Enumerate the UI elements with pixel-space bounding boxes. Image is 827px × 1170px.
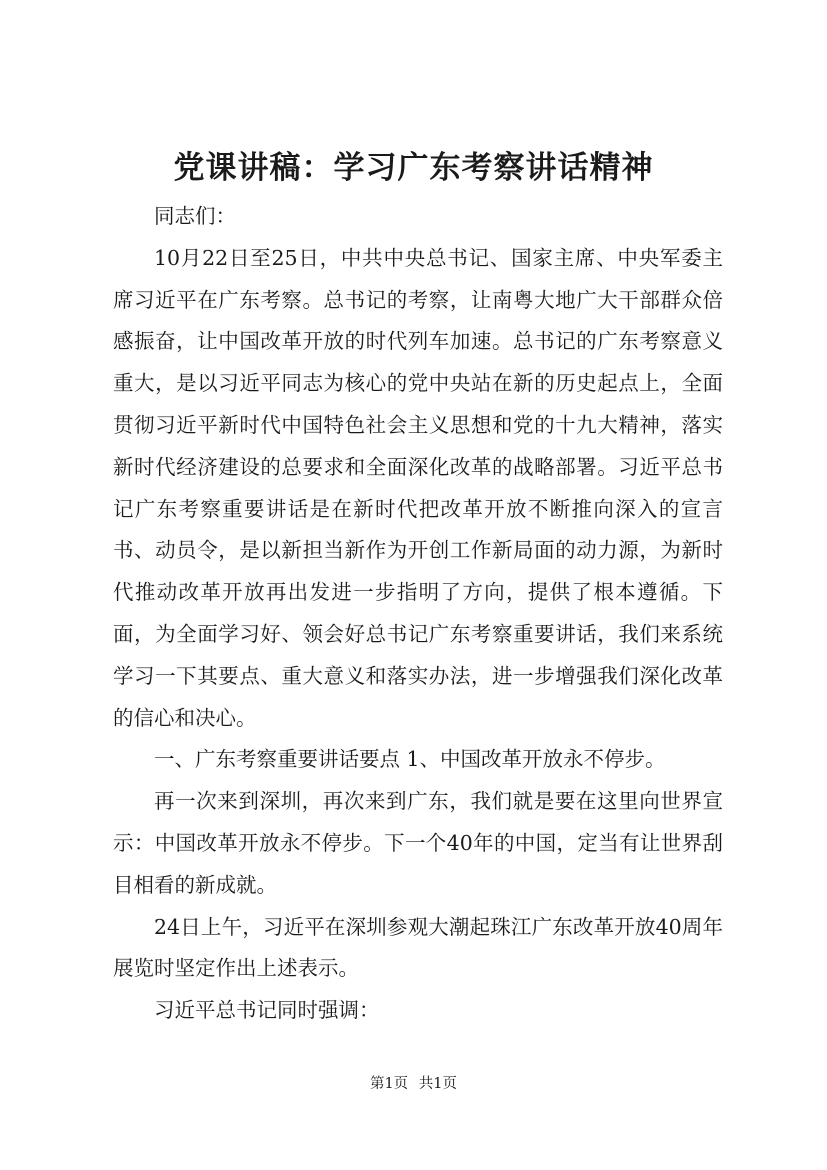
paragraph-salutation: 同志们： — [154, 204, 236, 228]
page-number: 第1页 — [369, 1076, 409, 1092]
paragraph-intro: 10月22日至25日，中共中央总书记、国家主席、中央军委主席习近平在广东考察。总书记的考察，让南粤大地广大干部群众倍感振奋，让中国改革开放的时代列车加速。总书记的广东考察意义重大，是以习近平同志为核心的党中央站在新的历史起点上，全面贯彻习近平新时代中国特色社会主义思想和党的十九大精神，落实新时代经济建设的总要求和全面深化改革的战略部署。习近平总书记广东考察重要讲话是在新时代把改革开放不断推向深入的宣言书、动员令，是以新担当新作为开创工作新局面的动力源，为新时代推动改革开放再出发进一步指明了方向，提供了根本遵循。下面，为全面学习好、领会好总书记广东考察重要讲话，我们来系统学习一下其要点、重大意义和落实办法，进一步增强我们深化改革的信心和决心。 — [113, 245, 723, 730]
paragraph-emphasis: 习近平总书记同时强调： — [154, 998, 380, 1023]
page-footer — [0, 1074, 827, 1094]
document-body — [113, 196, 723, 1032]
paragraph-visit: 24日上午，习近平在深圳参观大潮起珠江广东改革开放40周年展览时坚定作出上述表示。 — [113, 914, 723, 981]
page-total: 共1页 — [418, 1076, 458, 1092]
section-heading-1: 一、广东考察重要讲话要点 1、中国改革开放永不停步。 — [154, 747, 666, 772]
document-title: 党课讲稿：学习广东考察讲话精神 — [173, 150, 654, 186]
paragraph-declaration: 再一次来到深圳，再次来到广东，我们就是要在这里向世界宣示：中国改革开放永不停步。下一个40年的中国，定当有让世界刮目相看的新成就。 — [113, 789, 723, 897]
